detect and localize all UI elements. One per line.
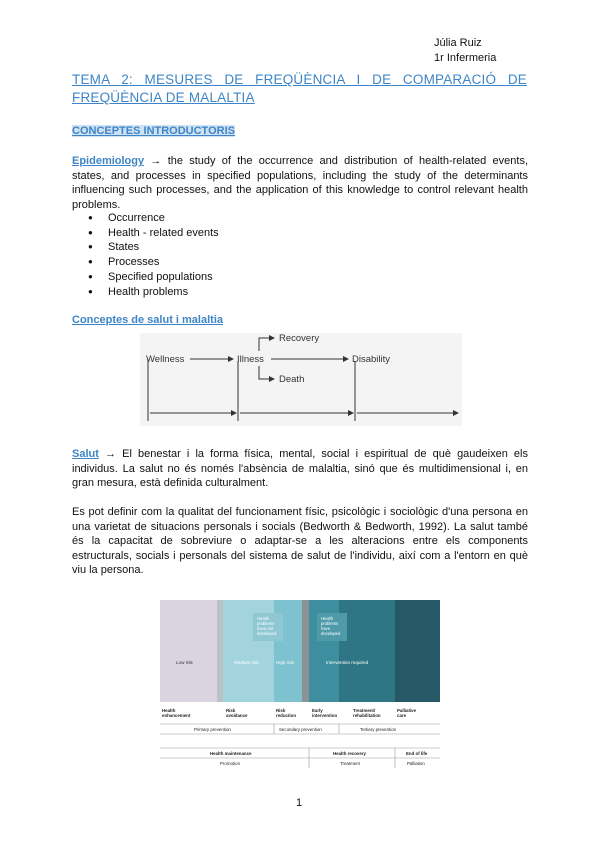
palliation-label: Palliation	[407, 761, 425, 766]
document-title: TEMA 2: MESURES DE FREQÜÈNCIA I DE COMPARACIÓ DE FREQÜÈNCIA DE MALALTIA	[72, 72, 527, 105]
box2-line: problems	[321, 621, 339, 626]
stage-label: Risk	[226, 708, 236, 713]
death-label: Death	[279, 374, 305, 385]
prevention-spectrum-figure	[160, 600, 440, 772]
box1-line: Health	[257, 616, 270, 621]
high-risk-label: High risk	[276, 660, 294, 665]
stage-label: Risk	[276, 708, 286, 713]
box2-line: developed	[321, 631, 341, 636]
list-item: ● Processes	[88, 255, 219, 270]
illness-label: Illness	[237, 354, 264, 365]
divider-bar-1	[217, 600, 223, 702]
disability-label: Disability	[352, 354, 391, 365]
box1-line: have not	[257, 626, 274, 631]
salut-term: Salut	[72, 448, 99, 460]
recovery-label: Recovery	[279, 333, 320, 344]
treatment-band	[339, 600, 395, 702]
treatment-label: Treatment	[340, 761, 360, 766]
primary-prevention-label: Primary prevention	[194, 727, 231, 732]
box1-line: developed	[257, 631, 277, 636]
to-death-arrow	[259, 366, 274, 379]
section-heading-intro	[72, 125, 235, 137]
stage-label: Palliative	[397, 708, 417, 713]
divider-bar-2	[302, 600, 309, 702]
epidemiology-term: Epidemiology	[72, 155, 145, 167]
end-of-life-label: End of life	[406, 751, 428, 756]
box1-line: problems	[257, 621, 275, 626]
palliative-band	[395, 600, 440, 702]
page-header	[434, 36, 496, 66]
medium-risk-label: Medium risk	[234, 660, 259, 665]
box2-line: Health	[321, 616, 334, 621]
stage-label: Early	[312, 708, 323, 713]
promotion-label: Promotion	[220, 761, 241, 766]
low-risk-label: Low risk	[176, 660, 193, 665]
epidemiology-paragraph	[72, 154, 528, 212]
intervention-label: Intervention required	[326, 660, 369, 665]
course-name: 1r Infermeria	[434, 52, 497, 64]
stage-label: Treatment/	[353, 708, 376, 713]
health-illness-continuum-diagram	[140, 333, 462, 426]
stage-label: avoidance	[226, 713, 248, 718]
epidemiology-arrow: →	[150, 155, 162, 167]
secondary-prevention-label: Secondary prevention	[279, 727, 322, 732]
section-heading-health	[72, 314, 223, 326]
stage-label: care	[397, 713, 407, 718]
box2-line: have	[321, 626, 331, 631]
epidemiology-definition: the study of the occurrence and distribution of health-related events, states, and processes in specified populations, including the study of the determinants influencing such processes, and the application of this knowledge to control relevant health problems.	[72, 155, 529, 211]
section-heading-health-text: Conceptes de salut i malaltia	[72, 314, 223, 326]
salut-definition: El benestar i la forma física, mental, social i espiritual de què gaudeixen els individus. La salut no és només l'absència de malaltia, sinó que és multidimensional i, en gran mesura, està definida culturalment.	[72, 448, 528, 490]
stage-label: Health	[162, 708, 176, 713]
epidemiology-keywords-list	[88, 211, 219, 299]
salut-arrow: →	[105, 448, 117, 460]
stage-label: enhancement	[162, 713, 191, 718]
to-recovery-arrow	[259, 338, 274, 351]
list-item: ● Health - related events	[88, 226, 219, 241]
list-item: ● States	[88, 240, 219, 255]
section-heading-intro-text: CONCEPTES INTRODUCTORIS	[72, 125, 235, 137]
author-name: Júlia Ruiz	[434, 37, 482, 49]
health-maintenance-label: Health maintenance	[210, 751, 252, 756]
stage-label: reduction	[276, 713, 297, 718]
stage-label: rehabilitation	[353, 713, 381, 718]
low-risk-band	[160, 600, 217, 702]
list-item: ● Specified populations	[88, 270, 219, 285]
health-recovery-label: Health recovery	[333, 751, 366, 756]
list-item: ● Occurrence	[88, 211, 219, 226]
salut-paragraph	[72, 447, 528, 491]
wellness-label: Wellness	[146, 354, 185, 365]
page-number: 1	[296, 797, 303, 809]
health-definition-paragraph: Es pot definir com la qualitat del funcionament físic, psicològic i sociològic d'una persona en una varietat de situacions personals i socials (Bedworth & Bedworth, 1992). La salut també és la capacitat de sobreviure o adaptar-se a les alteracions entre els components estructurals, socials i personals del sistema de salut de l'individu, així com a l'entorn en què viu la persona.	[72, 506, 528, 577]
tertiary-prevention-label: Tertiary prevention	[360, 727, 397, 732]
stage-label: intervention	[312, 713, 338, 718]
list-item: ● Health problems	[88, 285, 219, 300]
